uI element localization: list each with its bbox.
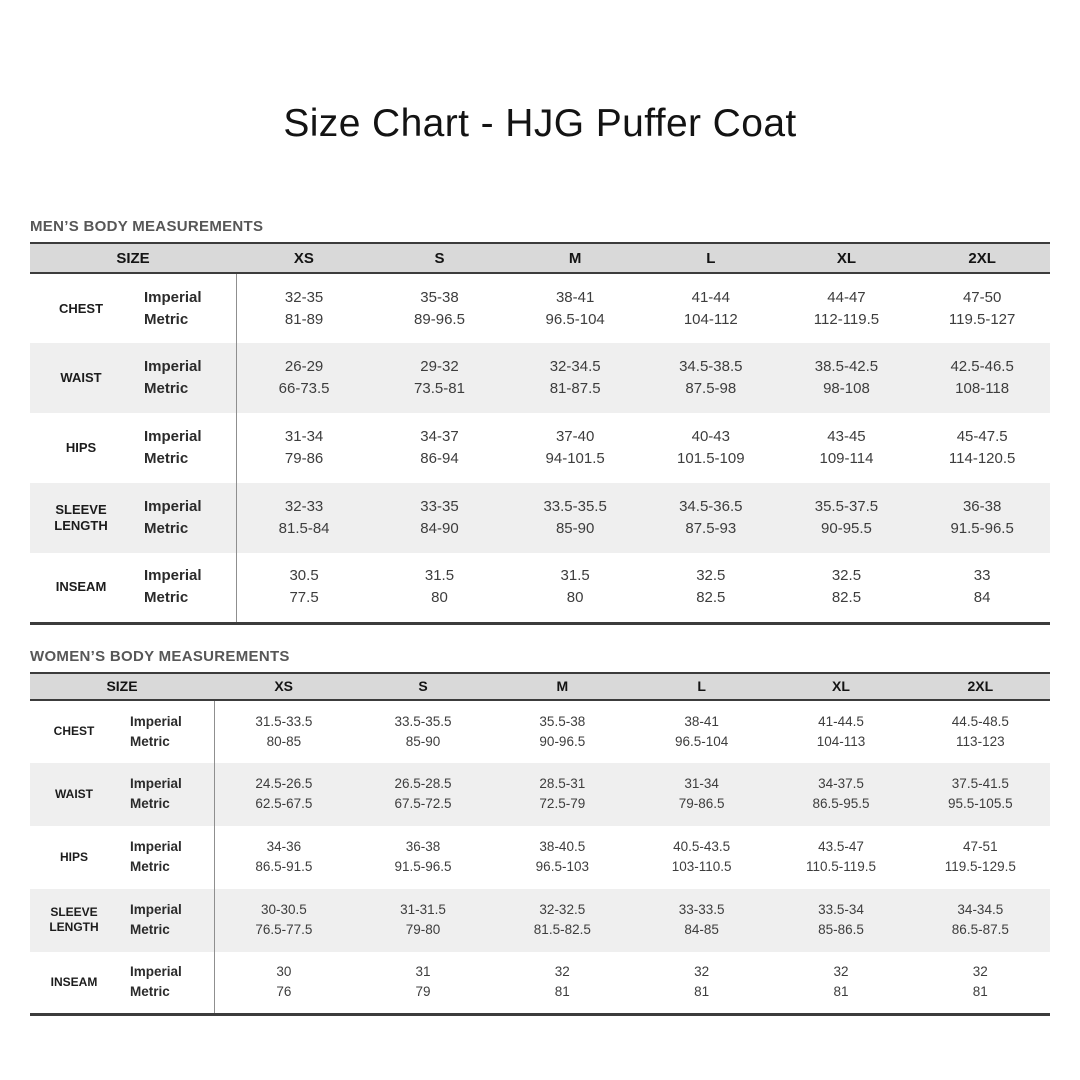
mens-cell-sleeve-length-s [372, 483, 508, 553]
value-imperial: 37-40 [555, 428, 595, 445]
value-metric: 103-110.5 [671, 859, 732, 874]
value-metric: 62.5-67.5 [255, 796, 313, 811]
value-imperial: 42.5-46.5 [950, 358, 1014, 375]
unit-label-imperial: Imperial [144, 498, 202, 515]
value-metric: 86-94 [420, 450, 459, 467]
value-metric: 96.5-103 [535, 859, 589, 874]
value-imperial: 41-44.5 [818, 713, 864, 729]
womens-unit-cell-waist [118, 763, 214, 826]
value-imperial: 33-33.5 [678, 902, 725, 917]
mens-cell-inseam-l [643, 553, 779, 623]
womens-cell-chest-xs [214, 700, 353, 763]
value-imperial: 32 [694, 964, 710, 980]
value-imperial: 38-41 [555, 288, 595, 306]
mens-row-sleeve-length [30, 483, 1050, 553]
mens-cell-waist-xs [236, 343, 372, 413]
womens-cell-hips-m [493, 826, 632, 889]
mens-row-inseam [30, 553, 1050, 623]
value-imperial: 43-45 [827, 428, 866, 445]
womens-cell-inseam-s [353, 952, 492, 1015]
womens-measurements-table [30, 672, 1050, 1017]
mens-row-label-hips: HIPS [65, 440, 97, 455]
value-imperial: 32-35 [284, 288, 324, 306]
womens-cell-hips-xs [214, 826, 353, 889]
mens-cell-sleeve-length-xl [779, 483, 915, 553]
womens-cell-waist-xl [771, 763, 910, 826]
mens-cell-waist-2xl [914, 343, 1050, 413]
womens-unit-cell-sleeve-length [118, 889, 214, 952]
womens-section [30, 648, 1050, 1017]
value-imperial: 30.5 [289, 567, 319, 585]
womens-cell-hips-l [632, 826, 771, 889]
value-imperial: 26.5-28.5 [394, 776, 452, 791]
value-metric: 84-90 [420, 520, 459, 537]
value-metric: 96.5-104 [545, 310, 605, 328]
value-imperial: 34-37.5 [818, 776, 864, 791]
womens-cell-sleeve-length-xs [214, 889, 353, 952]
womens-cell-waist-m [493, 763, 632, 826]
value-metric: 82.5 [696, 589, 726, 607]
value-imperial: 47-50 [962, 288, 1002, 306]
value-metric: 77.5 [289, 589, 319, 607]
value-metric: 96.5-104 [675, 733, 729, 749]
womens-cell-chest-m [493, 700, 632, 763]
mens-cell-waist-xl [779, 343, 915, 413]
value-imperial: 29-32 [420, 358, 459, 375]
womens-unit-cell-inseam [118, 952, 214, 1015]
unit-label-metric: Metric [130, 733, 170, 749]
womens-cell-sleeve-length-l [632, 889, 771, 952]
value-imperial: 44-47 [827, 288, 866, 306]
womens-row-label-waist: WAIST [55, 786, 93, 801]
mens-cell-hips-2xl [914, 413, 1050, 483]
value-metric: 86.5-87.5 [951, 922, 1009, 937]
value-metric: 80-85 [266, 733, 302, 749]
unit-label-imperial: Imperial [144, 428, 202, 445]
womens-row-hips [30, 826, 1050, 889]
mens-table-body [30, 273, 1050, 623]
mens-unit-cell-chest [132, 273, 236, 343]
mens-section-title: MEN’S BODY MEASUREMENTS [30, 218, 264, 235]
womens-row-chest [30, 700, 1050, 763]
mens-row-chest [30, 273, 1050, 343]
unit-label-imperial: Imperial [144, 358, 202, 375]
value-metric: 67.5-72.5 [394, 796, 452, 811]
value-metric: 84-85 [684, 922, 719, 937]
value-imperial: 31.5 [560, 567, 590, 585]
womens-cell-waist-2xl [911, 763, 1050, 826]
mens-unit-cell-sleeve-length [132, 483, 236, 553]
page-title: Size Chart - HJG Puffer Coat [283, 102, 797, 145]
womens-header-m: M [493, 673, 632, 700]
value-imperial: 33 [973, 567, 991, 585]
unit-label-metric: Metric [130, 796, 170, 811]
value-imperial: 36-38 [962, 498, 1002, 515]
value-metric: 90-95.5 [821, 520, 872, 537]
value-metric: 81-89 [284, 310, 324, 328]
value-imperial: 37.5-41.5 [951, 776, 1009, 791]
mens-table-head [30, 243, 1050, 273]
value-metric: 91.5-96.5 [950, 520, 1014, 537]
unit-label-metric: Metric [130, 922, 170, 937]
value-imperial: 34-34.5 [957, 902, 1004, 917]
mens-header-xs: XS [236, 243, 372, 273]
mens-header-xl: XL [779, 243, 915, 273]
value-imperial: 38-41 [684, 713, 719, 729]
mens-unit-cell-waist [132, 343, 236, 413]
mens-row-label-waist: WAIST [60, 370, 102, 385]
value-imperial: 33.5-34 [818, 902, 864, 917]
value-metric: 81.5-84 [278, 520, 330, 537]
mens-size-header: SIZE [30, 243, 236, 273]
value-metric: 101.5-109 [677, 450, 745, 467]
mens-cell-hips-xs [236, 413, 372, 483]
value-imperial: 41-44 [691, 288, 730, 306]
womens-cell-sleeve-length-2xl [911, 889, 1050, 952]
value-imperial: 24.5-26.5 [255, 776, 313, 791]
value-metric: 81-87.5 [549, 380, 601, 397]
value-imperial: 32.5 [696, 567, 726, 585]
mens-cell-hips-xl [779, 413, 915, 483]
value-metric: 85-90 [405, 733, 441, 749]
value-metric: 91.5-96.5 [394, 859, 452, 874]
value-metric: 79-86.5 [678, 796, 725, 811]
value-metric: 87.5-93 [685, 520, 737, 537]
value-imperial: 33.5-35.5 [543, 498, 607, 515]
womens-table-head [30, 673, 1050, 700]
value-metric: 80 [566, 589, 584, 607]
value-metric: 81 [554, 984, 570, 1000]
mens-cell-inseam-m [507, 553, 643, 623]
womens-header-s: S [353, 673, 492, 700]
value-imperial: 43.5-47 [818, 839, 864, 854]
value-imperial: 44.5-48.5 [951, 713, 1009, 729]
mens-row-waist [30, 343, 1050, 413]
womens-header-2xl: 2XL [911, 673, 1050, 700]
womens-cell-chest-s [353, 700, 492, 763]
value-imperial: 40-43 [691, 428, 730, 445]
value-metric: 82.5 [831, 589, 862, 607]
value-metric: 79-86 [284, 450, 324, 467]
unit-label-imperial: Imperial [130, 902, 182, 917]
womens-row-label-inseam: INSEAM [50, 974, 98, 989]
value-metric: 109-114 [819, 450, 874, 467]
value-metric: 76 [276, 984, 292, 1000]
unit-label-imperial: Imperial [130, 713, 182, 729]
value-imperial: 31-34 [684, 776, 719, 791]
value-imperial: 31.5 [424, 567, 455, 585]
value-metric: 66-73.5 [278, 380, 330, 397]
womens-cell-chest-l [632, 700, 771, 763]
mens-row-hips [30, 413, 1050, 483]
value-metric: 81.5-82.5 [533, 922, 591, 937]
womens-row-label-sleeve-length: SLEEVE LENGTH [49, 905, 99, 934]
mens-row-label-inseam: INSEAM [55, 579, 107, 595]
value-metric: 81 [833, 984, 849, 1000]
value-metric: 81 [694, 984, 710, 1000]
value-imperial: 36-38 [405, 839, 441, 854]
value-metric: 95.5-105.5 [948, 796, 1013, 811]
mens-cell-chest-l [643, 273, 779, 343]
womens-cell-chest-xl [771, 700, 910, 763]
womens-cell-chest-2xl [911, 700, 1050, 763]
unit-label-metric: Metric [144, 310, 189, 328]
value-metric: 76.5-77.5 [255, 922, 313, 937]
value-metric: 94-101.5 [545, 450, 605, 467]
womens-cell-sleeve-length-m [493, 889, 632, 952]
value-metric: 110.5-119.5 [805, 859, 876, 874]
value-metric: 104-113 [816, 733, 866, 749]
womens-size-header: SIZE [30, 673, 214, 700]
mens-cell-sleeve-length-m [507, 483, 643, 553]
value-imperial: 38-40.5 [539, 839, 586, 854]
mens-unit-cell-hips [132, 413, 236, 483]
womens-section-title: WOMEN’S BODY MEASUREMENTS [30, 647, 290, 665]
value-metric: 80 [431, 589, 448, 607]
mens-cell-chest-m [507, 273, 643, 343]
womens-cell-hips-xl [771, 826, 910, 889]
mens-cell-hips-s [372, 413, 508, 483]
womens-header-row [30, 673, 1050, 700]
mens-header-l: L [643, 243, 779, 273]
unit-label-metric: Metric [144, 589, 189, 607]
womens-cell-inseam-m [493, 952, 632, 1015]
value-imperial: 34-37 [420, 428, 459, 445]
mens-cell-sleeve-length-xs [236, 483, 372, 553]
value-imperial: 34-36 [266, 839, 302, 854]
mens-cell-chest-s [372, 273, 508, 343]
womens-cell-inseam-xl [771, 952, 910, 1015]
mens-unit-cell-inseam [132, 553, 236, 623]
value-imperial: 45-47.5 [956, 428, 1008, 445]
womens-cell-sleeve-length-xl [771, 889, 910, 952]
womens-header-xs: XS [214, 673, 353, 700]
value-imperial: 32.5 [831, 567, 862, 585]
value-imperial: 30-30.5 [261, 902, 307, 917]
mens-cell-inseam-xl [779, 553, 915, 623]
mens-cell-sleeve-length-l [643, 483, 779, 553]
value-imperial: 47-51 [963, 839, 998, 854]
value-imperial: 28.5-31 [539, 776, 586, 791]
value-imperial: 32-32.5 [539, 902, 586, 917]
value-imperial: 40.5-43.5 [673, 839, 731, 854]
mens-cell-chest-2xl [914, 273, 1050, 343]
unit-label-metric: Metric [144, 520, 189, 537]
womens-unit-cell-chest [118, 700, 214, 763]
womens-header-xl: XL [771, 673, 910, 700]
mens-cell-waist-l [643, 343, 779, 413]
value-metric: 119.5-127 [948, 310, 1016, 328]
mens-cell-waist-s [372, 343, 508, 413]
value-metric: 87.5-98 [685, 380, 737, 397]
value-metric: 98-108 [823, 380, 870, 397]
mens-measurements-table [30, 242, 1050, 625]
mens-header-s: S [372, 243, 508, 273]
mens-cell-sleeve-length-2xl [914, 483, 1050, 553]
womens-row-sleeve-length [30, 889, 1050, 952]
unit-label-metric: Metric [144, 450, 189, 467]
womens-cell-waist-xs [214, 763, 353, 826]
value-metric: 108-118 [955, 380, 1010, 397]
value-metric: 86.5-95.5 [812, 796, 870, 811]
womens-cell-waist-l [632, 763, 771, 826]
womens-table-body [30, 700, 1050, 1015]
value-imperial: 35-38 [420, 288, 459, 306]
value-imperial: 31-31.5 [400, 902, 446, 917]
value-metric: 114-120.5 [948, 450, 1016, 467]
value-metric: 89-96.5 [414, 310, 465, 328]
unit-label-imperial: Imperial [130, 776, 182, 791]
value-metric: 72.5-79 [539, 796, 586, 811]
unit-label-imperial: Imperial [144, 567, 202, 585]
value-metric: 86.5-91.5 [255, 859, 313, 874]
value-imperial: 32 [554, 964, 570, 980]
value-imperial: 34.5-38.5 [679, 358, 743, 375]
value-metric: 104-112 [683, 310, 738, 328]
value-imperial: 31 [415, 964, 431, 980]
womens-cell-sleeve-length-s [353, 889, 492, 952]
value-imperial: 35.5-37.5 [814, 498, 879, 515]
womens-row-inseam [30, 952, 1050, 1015]
value-imperial: 31-34 [284, 428, 324, 445]
womens-cell-inseam-l [632, 952, 771, 1015]
mens-cell-waist-m [507, 343, 643, 413]
value-metric: 79 [415, 984, 431, 1000]
womens-unit-cell-hips [118, 826, 214, 889]
mens-cell-hips-m [507, 413, 643, 483]
value-metric: 90-96.5 [539, 733, 586, 749]
value-metric: 85-90 [555, 520, 595, 537]
value-metric: 73.5-81 [414, 380, 465, 397]
womens-header-l: L [632, 673, 771, 700]
value-imperial: 32-33 [284, 498, 324, 515]
womens-cell-waist-s [353, 763, 492, 826]
value-imperial: 26-29 [284, 358, 324, 375]
value-imperial: 32-34.5 [549, 358, 601, 375]
value-metric: 84 [973, 589, 991, 607]
mens-header-2xl: 2XL [914, 243, 1050, 273]
value-metric: 85-86.5 [818, 922, 864, 937]
unit-label-metric: Metric [130, 859, 170, 874]
value-imperial: 32 [833, 964, 849, 980]
unit-label-metric: Metric [144, 380, 189, 397]
value-imperial: 32 [972, 964, 988, 980]
mens-cell-inseam-xs [236, 553, 372, 623]
mens-cell-inseam-s [372, 553, 508, 623]
value-metric: 81 [972, 984, 988, 1000]
womens-cell-inseam-xs [214, 952, 353, 1015]
womens-cell-inseam-2xl [911, 952, 1050, 1015]
value-imperial: 33.5-35.5 [394, 713, 452, 729]
unit-label-imperial: Imperial [144, 288, 202, 306]
mens-header-row [30, 243, 1050, 273]
value-metric: 79-80 [405, 922, 441, 937]
mens-cell-chest-xl [779, 273, 915, 343]
mens-cell-hips-l [643, 413, 779, 483]
unit-label-metric: Metric [130, 984, 170, 1000]
value-imperial: 33-35 [420, 498, 459, 515]
womens-cell-hips-2xl [911, 826, 1050, 889]
mens-row-label-sleeve-length: SLEEVE LENGTH [54, 502, 108, 533]
womens-row-label-hips: HIPS [59, 849, 88, 864]
mens-row-label-chest: CHEST [58, 300, 104, 316]
womens-row-label-chest: CHEST [53, 724, 95, 738]
mens-cell-inseam-2xl [914, 553, 1050, 623]
value-imperial: 38.5-42.5 [814, 358, 879, 375]
value-imperial: 30 [276, 964, 292, 980]
value-imperial: 31.5-33.5 [255, 713, 313, 729]
value-metric: 112-119.5 [813, 310, 880, 328]
value-imperial: 34.5-36.5 [679, 498, 743, 515]
womens-cell-hips-s [353, 826, 492, 889]
womens-row-waist [30, 763, 1050, 826]
value-metric: 113-123 [956, 733, 1005, 749]
unit-label-imperial: Imperial [130, 964, 182, 980]
value-imperial: 35.5-38 [539, 713, 586, 729]
mens-section [30, 218, 1050, 625]
unit-label-imperial: Imperial [130, 839, 182, 854]
value-metric: 119.5-129.5 [944, 859, 1016, 874]
mens-cell-chest-xs [236, 273, 372, 343]
mens-header-m: M [507, 243, 643, 273]
